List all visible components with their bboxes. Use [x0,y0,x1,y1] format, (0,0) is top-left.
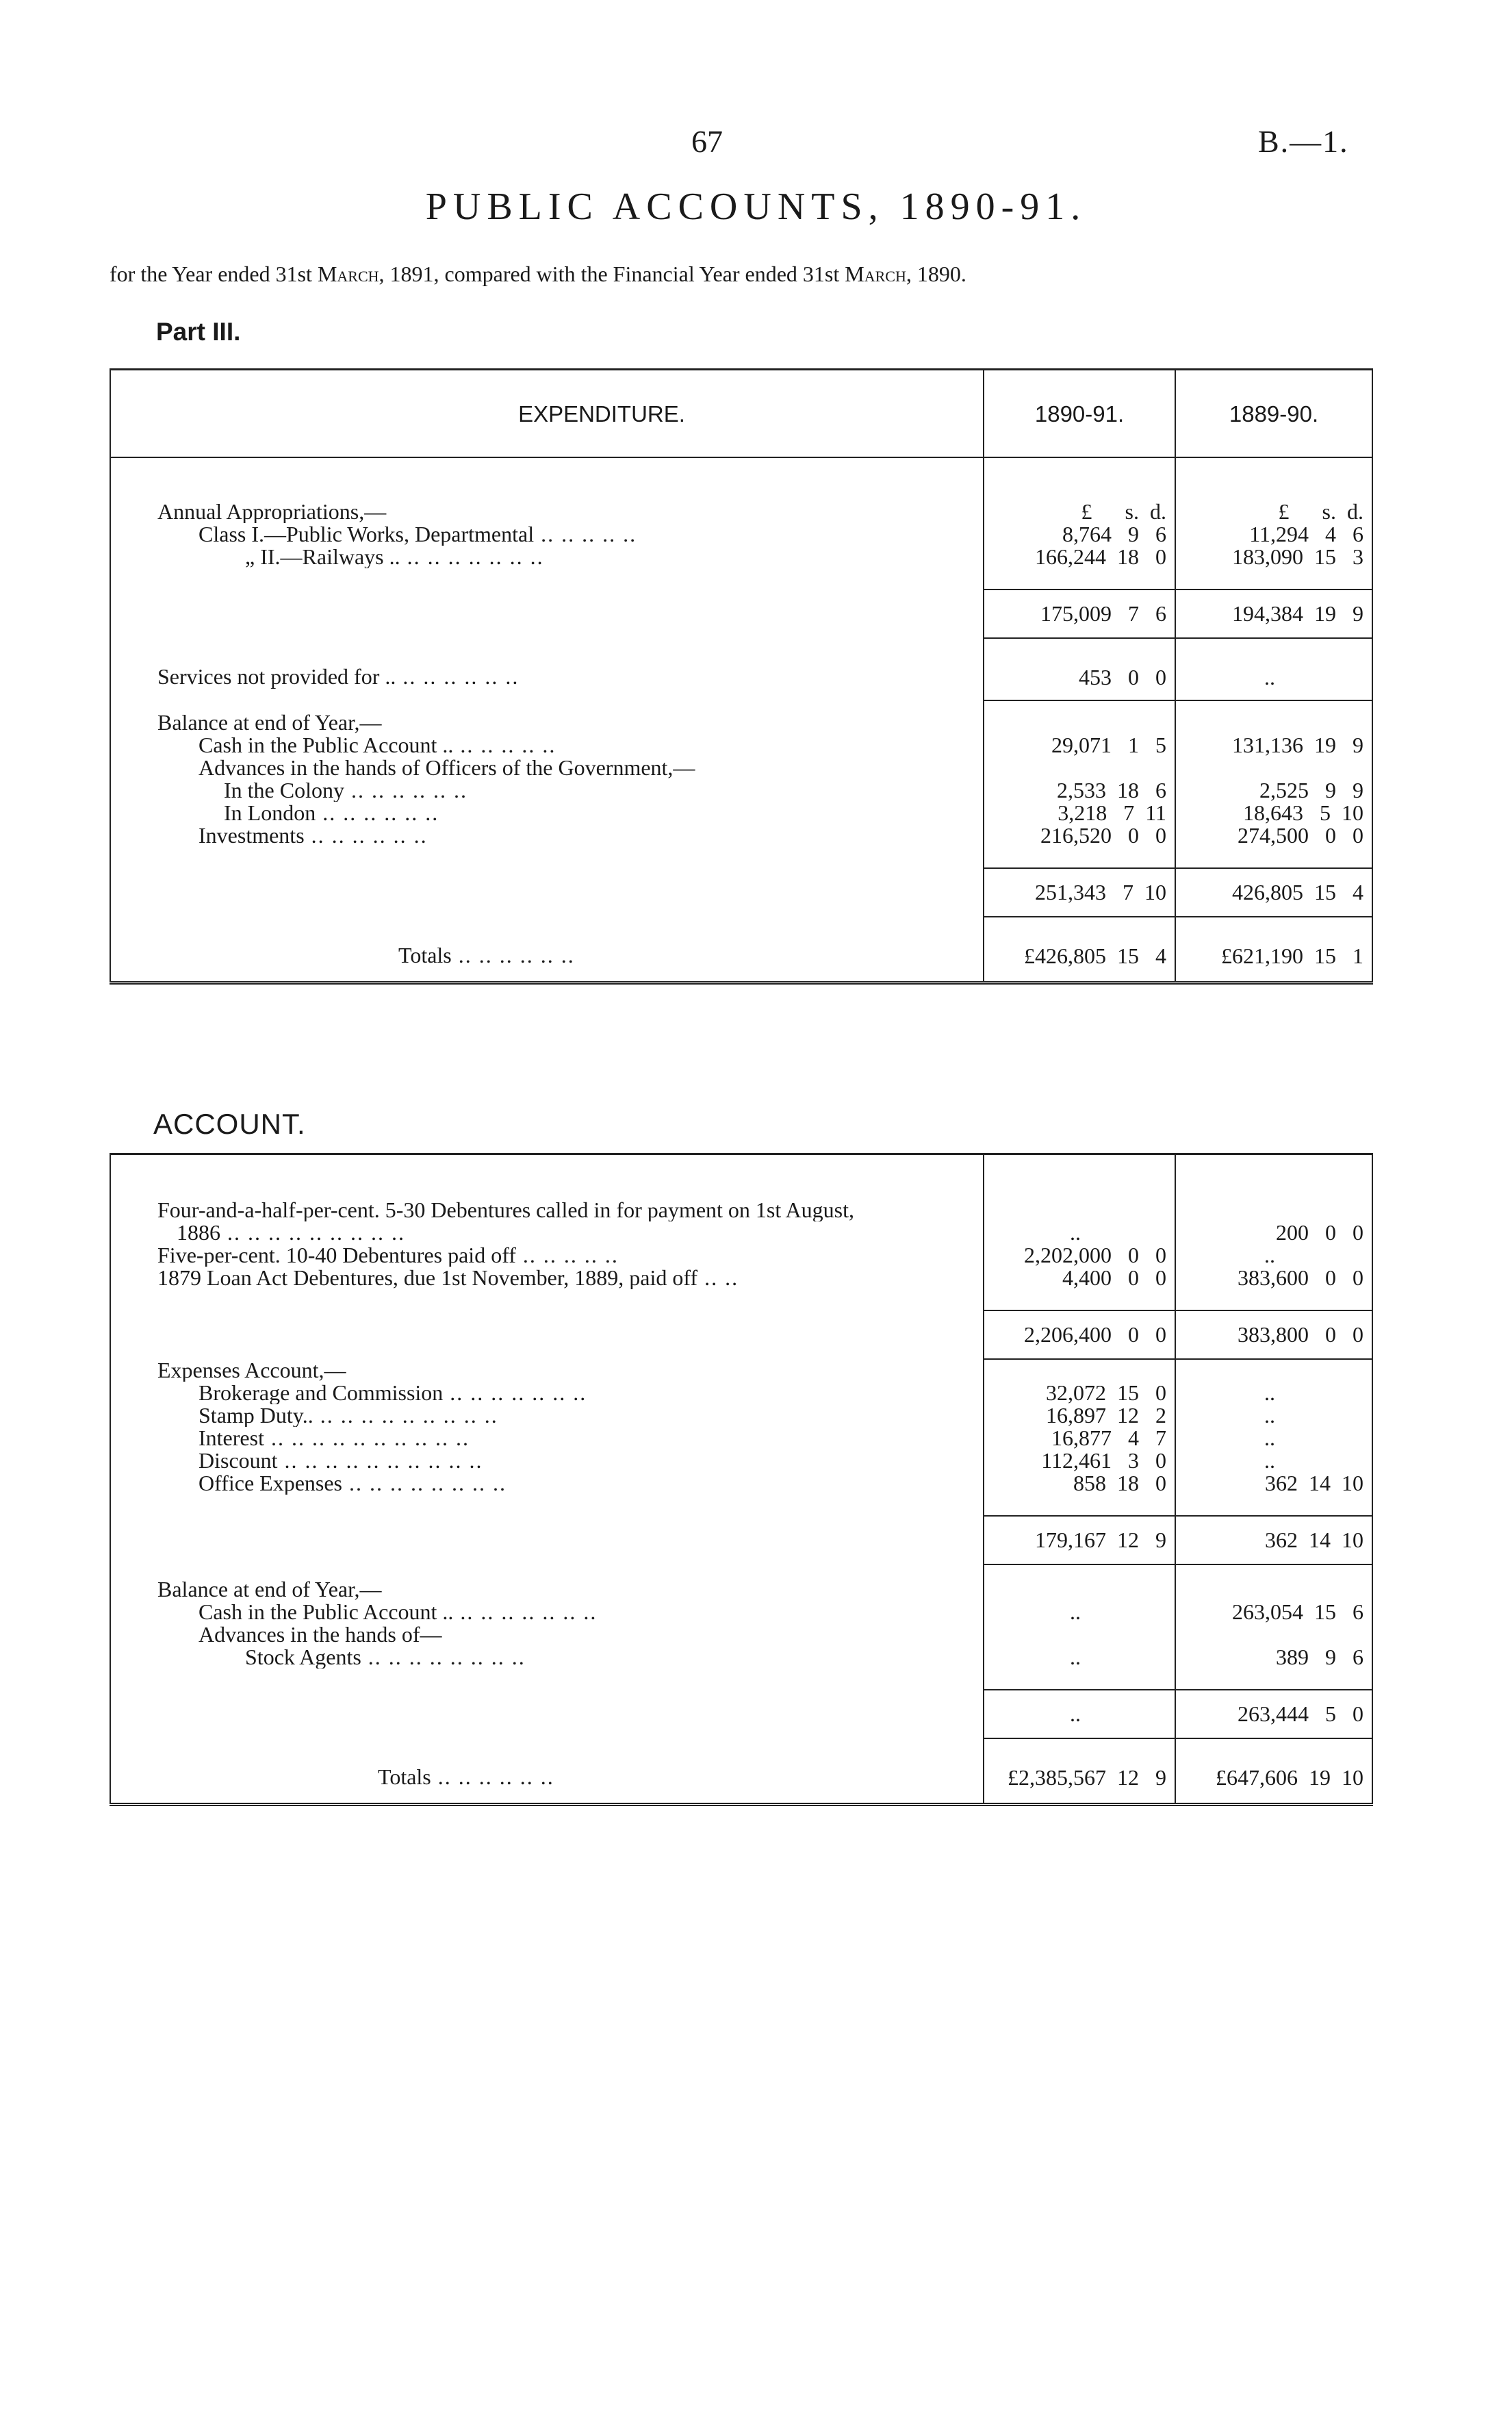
class1-1890: 8,764 9 6 [984,523,1175,546]
table-row [110,917,1372,983]
table-row [110,824,1372,847]
account-subtotal2-1890: 179,167 12 9 [984,1516,1175,1564]
five-per-label: Five-per-cent. 10-40 Debentures paid off [157,1244,516,1267]
table-row [110,779,1372,802]
leader-dots: .. .. .. .. .. .. .. .. .. [220,1221,405,1244]
leader-dots: .. .. .. .. .. .. .. .. .. .. [277,1449,483,1472]
stock-agents-label: Stock Agents [245,1646,361,1669]
leader-dots: .. .. .. .. .. .. [396,664,520,689]
table-row [110,868,1372,917]
table-row [110,1359,1372,1382]
totals-1890: £426,805 15 4 [984,917,1175,983]
account-subtotal3-1890: .. [984,1690,1175,1738]
subtitle-post: , 1890. [906,262,966,286]
four-half-1890: .. [984,1221,1175,1244]
brokerage-label: Brokerage and Commission [198,1382,444,1404]
account-totals-1890: £2,385,567 12 9 [984,1738,1175,1805]
subtotal1-1889: 194,384 19 9 [1175,590,1372,638]
table-row [110,590,1372,638]
annual-appropriations-label: Annual Appropriations,— [110,473,984,523]
table-row [110,757,1372,779]
account-table [110,1153,1373,1806]
leader-dots: .. .. .. .. .. .. .. [443,1382,587,1404]
five-per-1889: .. [1175,1244,1372,1267]
currency-header-b: £ s. d. [1175,473,1372,523]
account-advances-label: Advances in the hands of— [110,1623,984,1646]
brokerage-1890: 32,072 15 0 [984,1382,1175,1404]
table-row [110,473,1372,523]
office-label: Office Expenses [198,1472,342,1495]
table-row [110,1564,1372,1601]
table-row [110,1154,1372,1222]
investments-label: Investments [198,824,305,847]
account-totals-label: Totals [378,1764,431,1789]
table-row [110,1738,1372,1805]
leader-dots: .. .. [697,1267,739,1289]
stamp-1890: 16,897 12 2 [984,1404,1175,1427]
cash-label: Cash in the Public Account .. [198,734,454,757]
totals-1889: £621,190 15 1 [1175,917,1372,983]
leader-dots: .. .. .. .. .. .. .. .. .. [313,1404,498,1427]
account-cash-1890: .. [984,1601,1175,1623]
leader-dots: .. .. .. .. .. .. .. [453,1601,598,1623]
table-row [110,1404,1372,1427]
brokerage-1889: .. [1175,1382,1372,1404]
leader-dots: .. .. .. .. .. [534,523,637,546]
london-1890: 3,218 7 11 [984,802,1175,824]
table-row [110,1646,1372,1669]
four-half-year: 1886 [177,1221,220,1244]
interest-1890: 16,877 4 7 [984,1427,1175,1449]
colony-1890: 2,533 18 6 [984,779,1175,802]
expenditure-table [110,368,1373,985]
table-row [110,1310,1372,1359]
five-per-1890: 2,202,000 0 0 [984,1244,1175,1267]
table-row [110,1267,1372,1289]
table-row [110,1244,1372,1267]
account-balance-label: Balance at end of Year,— [110,1564,984,1601]
balance-label: Balance at end of Year,— [110,700,984,734]
interest-label: Interest [198,1427,264,1449]
london-1889: 18,643 5 10 [1175,802,1372,824]
services-1890: 453 0 0 [984,638,1175,700]
discount-1890: 112,461 3 0 [984,1449,1175,1472]
table-row [110,1221,1372,1244]
leader-dots: .. .. .. .. .. .. [304,824,428,847]
leader-dots: .. .. .. .. .. .. [344,779,467,802]
services-label: Services not provided for .. [157,664,396,689]
cash-1889: 131,136 19 9 [1175,734,1372,757]
expenditure-header-row [110,370,1372,458]
stock-agents-1890: .. [984,1646,1175,1669]
stamp-label: Stamp Duty.. [198,1404,313,1427]
loan-1879-1890: 4,400 0 0 [984,1267,1175,1289]
stock-agents-1889: 389 9 6 [1175,1646,1372,1669]
cash-1890: 29,071 1 5 [984,734,1175,757]
totals-label: Totals [398,943,452,967]
investments-1890: 216,520 0 0 [984,824,1175,847]
col-1889-90: 1889-90. [1175,370,1372,458]
expenditure-heading: EXPENDITURE. [110,370,984,458]
four-half-1889: 200 0 0 [1175,1221,1372,1244]
table-row [110,1516,1372,1564]
table-row [110,1601,1372,1623]
table-row [110,734,1372,757]
class2-label: „ II.—Railways .. [245,546,400,568]
loan-1879-1889: 383,600 0 0 [1175,1267,1372,1289]
account-cash-1889: 263,054 15 6 [1175,1601,1372,1623]
leader-dots: .. .. .. .. .. .. [451,943,575,967]
class1-label: Class I.—Public Works, Departmental [198,523,535,546]
leader-dots: .. .. .. .. .. .. .. .. [361,1646,526,1669]
discount-label: Discount [198,1449,278,1472]
subtitle-pre: for the Year ended 31st [110,262,318,286]
stamp-1889: .. [1175,1404,1372,1427]
subtotal2-1890: 251,343 7 10 [984,868,1175,917]
currency-header-a: £ s. d. [984,473,1175,523]
loan-1879-label: 1879 Loan Act Debentures, due 1st November, 1889, paid off [157,1267,698,1289]
account-heading: ACCOUNT. [153,1108,306,1140]
leader-dots: .. .. .. .. .. .. .. .. .. .. [264,1427,470,1449]
account-subtotal2-1889: 362 14 10 [1175,1516,1372,1564]
account-subtotal1-1890: 2,206,400 0 0 [984,1310,1175,1359]
interest-1889: .. [1175,1427,1372,1449]
page-title: PUBLIC ACCOUNTS, 1890-91. [425,186,1087,228]
london-label: In London [224,802,316,824]
investments-1889: 274,500 0 0 [1175,824,1372,847]
table-row [110,1449,1372,1472]
colony-1889: 2,525 9 9 [1175,779,1372,802]
col-1890-91: 1890-91. [984,370,1175,458]
subtotal2-1889: 426,805 15 4 [1175,868,1372,917]
document-code: B.—1. [1258,124,1349,159]
colony-label: In the Colony [224,779,344,802]
class2-1889: 183,090 15 3 [1175,546,1372,568]
table-row [110,1472,1372,1495]
table-row [110,1382,1372,1404]
class2-1890: 166,244 18 0 [984,546,1175,568]
services-1889: .. [1175,638,1372,700]
table-row [110,802,1372,824]
leader-dots: .. .. .. .. .. [453,734,556,757]
table-row [110,1427,1372,1449]
leader-dots: .. .. .. .. .. [515,1244,619,1267]
leader-dots: .. .. .. .. .. .. .. [400,546,544,568]
account-totals-1889: £647,606 19 10 [1175,1738,1372,1805]
table-row [110,638,1372,700]
leader-dots: .. .. .. .. .. .. [316,802,439,824]
table-row [110,1690,1372,1738]
subtitle-month-2: March [845,262,906,286]
account-subtotal1-1889: 383,800 0 0 [1175,1310,1372,1359]
table-row [110,523,1372,546]
table-row [110,700,1372,734]
leader-dots: .. .. .. .. .. .. [431,1764,554,1789]
account-subtotal3-1889: 263,444 5 0 [1175,1690,1372,1738]
subtitle [110,262,966,287]
office-1890: 858 18 0 [984,1472,1175,1495]
discount-1889: .. [1175,1449,1372,1472]
part-heading: Part III. [156,318,241,346]
subtitle-month-1: March [317,262,379,286]
table-row [110,1623,1372,1646]
subtotal1-1890: 175,009 7 6 [984,590,1175,638]
expenses-label: Expenses Account,— [110,1359,984,1382]
class1-1889: 11,294 4 6 [1175,523,1372,546]
account-cash-label: Cash in the Public Account .. [198,1601,454,1623]
advances-label: Advances in the hands of Officers of the Government,— [110,757,984,779]
four-half-label: Four-and-a-half-per-cent. 5-30 Debentures called in for payment on 1st August, [110,1154,984,1222]
leader-dots: .. .. .. .. .. .. .. .. [342,1472,507,1495]
page-number: 67 [691,124,723,159]
subtitle-mid: , 1891, compared with the Financial Year ended 31st [379,262,845,286]
office-1889: 362 14 10 [1175,1472,1372,1495]
table-row [110,546,1372,568]
